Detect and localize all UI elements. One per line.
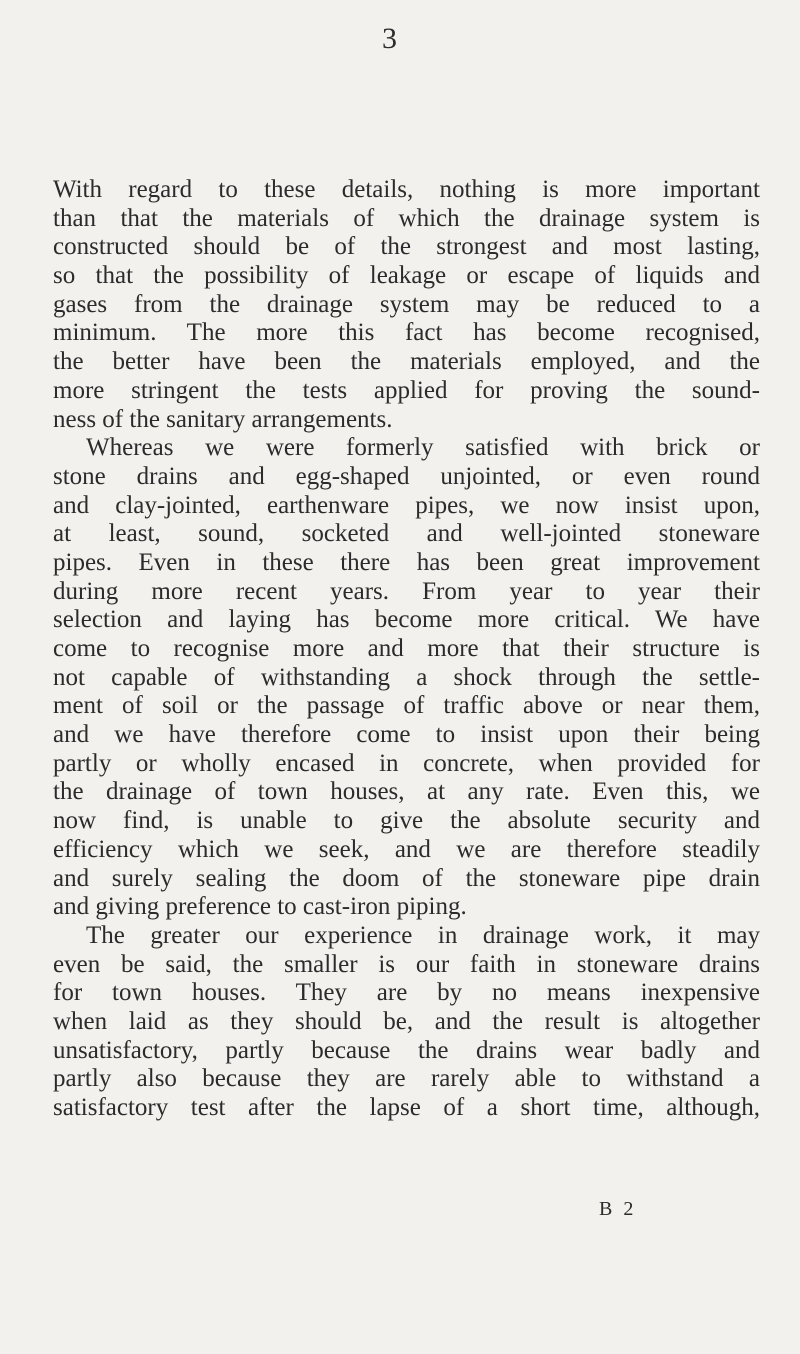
text-line: selection and laying has become more critical. We have — [53, 606, 760, 634]
text-line: than that the materials of which the drainage system is — [53, 204, 760, 232]
text-line: not capable of withstanding a shock through the settle- — [53, 663, 760, 691]
text-line: at least, sound, socketed and well-jointed stoneware — [53, 520, 760, 548]
text-line: partly also because they are rarely able to withstand a — [53, 1065, 760, 1093]
text-line: so that the possibility of leakage or escape of liquids and — [53, 262, 760, 290]
text-line: unsatisfactory, partly because the drains wear badly and — [53, 1036, 760, 1064]
text-line: when laid as they should be, and the result is altogether — [53, 1007, 760, 1035]
text-line: ment of soil or the passage of traffic above or near them, — [53, 692, 760, 720]
signature-mark: B 2 — [599, 1198, 637, 1220]
text-line: now find, is unable to give the absolute security and — [53, 807, 760, 835]
text-line: during more recent years. From year to year their — [53, 577, 760, 605]
text-line: and clay-jointed, earthenware pipes, we now insist upon, — [53, 491, 760, 519]
text-line: more stringent the tests applied for proving the sound- — [53, 376, 760, 404]
text-line: efficiency which we seek, and we are therefore steadily — [53, 835, 760, 863]
text-line: come to recognise more and more that their structure is — [53, 635, 760, 662]
text-line: pipes. Even in these there has been great improvement — [53, 548, 760, 576]
text-line: stone drains and egg-shaped unjointed, or even round — [53, 462, 760, 490]
text-line: the drainage of town houses, at any rate. Even this, we — [53, 778, 760, 806]
text-line: partly or wholly encased in concrete, when provided for — [53, 749, 760, 777]
text-line: the better have been the materials employed, and the — [53, 348, 760, 376]
text-line: and giving preference to cast-iron piping. — [53, 893, 467, 921]
text-line: minimum. The more this fact has become recognised, — [53, 319, 760, 347]
text-line: even be said, the smaller is our faith in stoneware drains — [53, 950, 760, 978]
text-line: satisfactory test after the lapse of a short time, although, — [53, 1094, 760, 1121]
text-line: and we have therefore come to insist upon their being — [53, 721, 760, 749]
text-line: With regard to these details, nothing is more important — [53, 176, 760, 203]
text-line: Whereas we were formerly satisfied with brick or — [86, 434, 760, 462]
text-line: ness of the sanitary arrangements. — [53, 405, 393, 433]
text-line: constructed should be of the strongest and most lasting, — [53, 233, 760, 261]
body-text — [53, 176, 760, 1123]
page-number: 3 — [382, 22, 397, 55]
text-line: gases from the drainage system may be reduced to a — [53, 290, 760, 318]
text-line: for town houses. They are by no means inexpensive — [53, 979, 760, 1007]
text-line: The greater our experience in drainage work, it may — [86, 921, 760, 949]
text-line: and surely sealing the doom of the stoneware pipe drain — [53, 864, 760, 892]
